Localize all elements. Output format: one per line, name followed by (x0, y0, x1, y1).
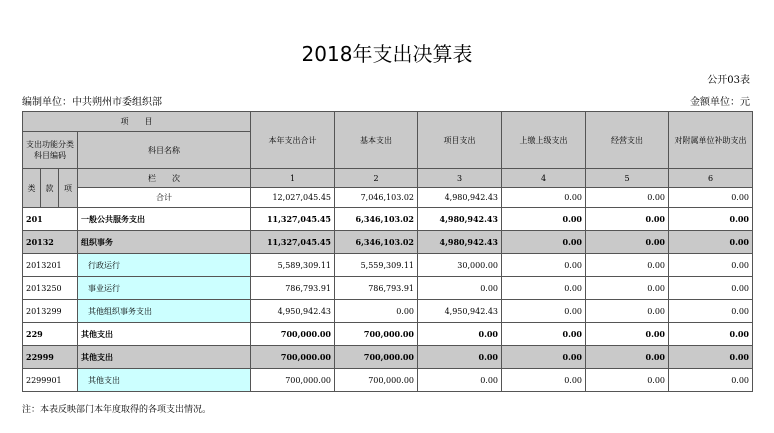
row-code: 2013250 (23, 277, 78, 300)
expenditure-table (22, 111, 753, 392)
header-n6: 6 (669, 169, 753, 188)
header-item: 项 目 (23, 112, 251, 132)
header-lei: 类 (23, 169, 41, 208)
row-c3: 0.00 (418, 346, 502, 369)
row-c3: 0.00 (418, 277, 502, 300)
table-row (23, 188, 753, 208)
row-name: 其他支出 (78, 369, 251, 392)
org-unit: 编制单位：中共朔州市委组织部 (22, 97, 162, 108)
header-n5: 5 (586, 169, 669, 188)
row-name: 事业运行 (78, 277, 251, 300)
table-row (23, 323, 753, 346)
row-c2: 0.00 (335, 300, 418, 323)
row-c6: 0.00 (669, 369, 753, 392)
row-c3: 4,980,942.43 (418, 231, 502, 254)
row-code: 20132 (23, 231, 78, 254)
header-col-basic: 基本支出 (335, 112, 418, 169)
header-kuan: 款 (41, 169, 59, 208)
row-c1: 4,950,942.43 (251, 300, 335, 323)
footnote: 注：本表反映部门本年度取得的各项支出情况。 (22, 405, 212, 415)
row-c6: 0.00 (669, 188, 753, 208)
header-n3: 3 (418, 169, 502, 188)
row-c6: 0.00 (669, 323, 753, 346)
row-c6: 0.00 (669, 208, 753, 231)
row-c6: 0.00 (669, 346, 753, 369)
row-code: 2299901 (23, 369, 78, 392)
row-c6: 0.00 (669, 231, 753, 254)
row-c2: 6,346,103.02 (335, 231, 418, 254)
row-c6: 0.00 (669, 277, 753, 300)
table-row (23, 300, 753, 323)
row-c4: 0.00 (502, 208, 586, 231)
row-name: 一般公共服务支出 (78, 208, 251, 231)
header-subject-name: 科目名称 (78, 132, 251, 169)
header-col-upper: 上缴上级支出 (502, 112, 586, 169)
header-col-business: 经营支出 (586, 112, 669, 169)
row-name: 其他组织事务支出 (78, 300, 251, 323)
row-c6: 0.00 (669, 300, 753, 323)
table-row (23, 231, 753, 254)
row-c1: 12,027,045.45 (251, 188, 335, 208)
row-c3: 4,980,942.43 (418, 188, 502, 208)
row-name: 其他支出 (78, 346, 251, 369)
header-n4: 4 (502, 169, 586, 188)
row-name: 其他支出 (78, 323, 251, 346)
row-c2: 786,793.91 (335, 277, 418, 300)
row-c2: 7,046,103.02 (335, 188, 418, 208)
header-n1: 1 (251, 169, 335, 188)
row-c5: 0.00 (586, 254, 669, 277)
row-c1: 11,327,045.45 (251, 208, 335, 231)
row-c4: 0.00 (502, 300, 586, 323)
row-c4: 0.00 (502, 277, 586, 300)
row-c6: 0.00 (669, 254, 753, 277)
header-func-code: 支出功能分类科目编码 (23, 132, 78, 169)
row-c4: 0.00 (502, 346, 586, 369)
money-unit: 金额单位：元 (690, 97, 750, 108)
table-row (23, 346, 753, 369)
row-name: 组织事务 (78, 231, 251, 254)
header-xiang: 项 (59, 169, 78, 208)
row-c5: 0.00 (586, 277, 669, 300)
row-c1: 786,793.91 (251, 277, 335, 300)
row-c5: 0.00 (586, 323, 669, 346)
row-c5: 0.00 (586, 300, 669, 323)
row-c5: 0.00 (586, 231, 669, 254)
page-title: 2018年支出决算表 (301, 42, 473, 66)
row-c1: 700,000.00 (251, 369, 335, 392)
row-name: 行政运行 (78, 254, 251, 277)
row-c5: 0.00 (586, 188, 669, 208)
row-c3: 0.00 (418, 323, 502, 346)
row-c2: 700,000.00 (335, 323, 418, 346)
table-row (23, 254, 753, 277)
row-c3: 4,950,942.43 (418, 300, 502, 323)
header-lanci: 栏 次 (78, 169, 251, 188)
header-col-total: 本年支出合计 (251, 112, 335, 169)
row-code: 201 (23, 208, 78, 231)
row-c3: 0.00 (418, 369, 502, 392)
row-c2: 5,559,309.11 (335, 254, 418, 277)
table-row (23, 369, 753, 392)
row-c2: 700,000.00 (335, 369, 418, 392)
row-name: 合计 (78, 188, 251, 208)
row-c4: 0.00 (502, 231, 586, 254)
row-code: 229 (23, 323, 78, 346)
row-c1: 11,327,045.45 (251, 231, 335, 254)
row-c5: 0.00 (586, 346, 669, 369)
table-row (23, 208, 753, 231)
row-c4: 0.00 (502, 369, 586, 392)
row-c5: 0.00 (586, 208, 669, 231)
row-c1: 700,000.00 (251, 323, 335, 346)
row-code: 2013201 (23, 254, 78, 277)
row-c3: 4,980,942.43 (418, 208, 502, 231)
row-c5: 0.00 (586, 369, 669, 392)
row-c1: 700,000.00 (251, 346, 335, 369)
row-c3: 30,000.00 (418, 254, 502, 277)
row-c1: 5,589,309.11 (251, 254, 335, 277)
row-c4: 0.00 (502, 323, 586, 346)
form-number: 公开03表 (707, 75, 750, 86)
row-code: 2013299 (23, 300, 78, 323)
row-c4: 0.00 (502, 188, 586, 208)
header-col-project: 项目支出 (418, 112, 502, 169)
row-c2: 700,000.00 (335, 346, 418, 369)
row-c2: 6,346,103.02 (335, 208, 418, 231)
table-row (23, 277, 753, 300)
header-col-subsidy: 对附属单位补助支出 (669, 112, 753, 169)
header-n2: 2 (335, 169, 418, 188)
row-code: 22999 (23, 346, 78, 369)
row-c4: 0.00 (502, 254, 586, 277)
